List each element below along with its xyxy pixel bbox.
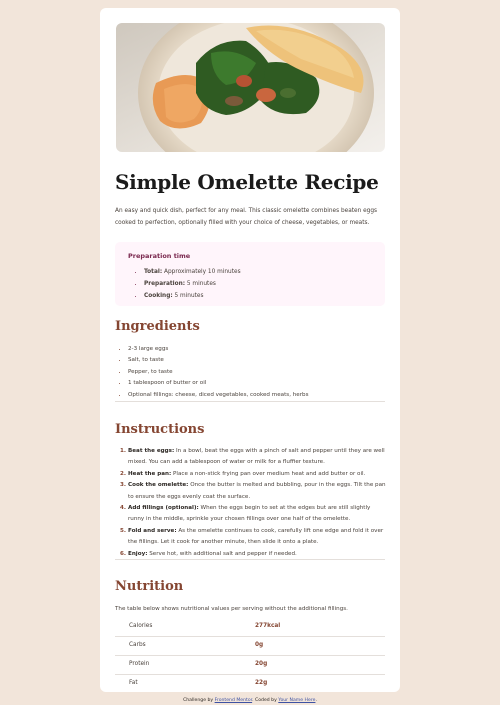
frontend-mentor-link[interactable]: Frontend Mentor xyxy=(214,698,253,703)
preparation-heading: Preparation time xyxy=(128,252,191,260)
ingredients-list xyxy=(115,344,309,401)
page-title: Simple Omelette Recipe xyxy=(115,170,379,194)
recipe-intro: An easy and quick dish, perfect for any meal. This classic omelette combines beaten eggs cooked to perfection, optionally filled with your choice of cheese, vegetables, or meats. xyxy=(115,208,378,226)
prep-value: 5 minutes xyxy=(172,293,204,299)
table-row xyxy=(115,674,385,693)
step-label: Beat the eggs: xyxy=(128,448,175,454)
nutrition-value: 0g xyxy=(255,642,264,648)
step-text: Place a non-stick frying pan over medium heat and add butter or oil. xyxy=(171,470,366,477)
list-item xyxy=(128,446,386,469)
list-item: • Salt, to taste xyxy=(128,355,309,366)
nutrition-label: Fat xyxy=(129,680,138,686)
step-text: As the omelette continues to cook, carefully lift one edge and fold it over the fillings. Let it cook for another minute, then slide it onto a plate. xyxy=(128,527,384,546)
divider xyxy=(115,401,385,402)
list-item: • 1 tablespoon of butter or oil xyxy=(128,378,309,389)
preparation-list xyxy=(128,266,241,302)
step-label: Cook the omelette: xyxy=(128,482,189,489)
recipe-card xyxy=(100,8,400,692)
prep-label: Total: xyxy=(144,269,163,275)
step-label: Enjoy: xyxy=(128,550,148,557)
step-label: Heat the pan: xyxy=(128,470,172,477)
step-text: Once the butter is melted and bubbling, pour in the eggs. Tilt the pan to ensure the eggs evenly coat the surface. xyxy=(128,482,386,500)
list-item: • 2-3 large eggs xyxy=(128,344,309,355)
nutrition-label: Protein xyxy=(129,661,150,667)
attribution-suffix: . xyxy=(315,698,317,703)
list-item: • Optional fillings: cheese, diced vegetables, cooked meats, herbs xyxy=(128,390,309,401)
step-label: Fold and serve: xyxy=(128,527,177,534)
step-text: In a bowl, beat the eggs with a pinch of salt and pepper until they are well mixed. You can add a tablespoon of water or milk for a fluffier texture. xyxy=(128,448,385,466)
step-label: Add fillings (optional): xyxy=(128,505,199,512)
list-item xyxy=(144,266,241,278)
attribution xyxy=(0,698,500,703)
nutrition-heading: Nutrition xyxy=(115,579,184,594)
table-row xyxy=(115,636,385,655)
nutrition-intro: The table below shows nutritional values per serving without the additional fillings. xyxy=(115,606,348,612)
table-row xyxy=(115,618,385,636)
attribution-middle: . Coded by xyxy=(252,698,279,703)
list-item xyxy=(128,526,386,549)
nutrition-label: Carbs xyxy=(129,642,146,648)
list-item xyxy=(144,290,241,302)
prep-label: Preparation: xyxy=(144,281,186,287)
nutrition-value: 22g xyxy=(255,680,268,686)
list-item xyxy=(144,278,241,290)
nutrition-value: 277kcal xyxy=(255,623,281,629)
table-row xyxy=(115,655,385,674)
list-item xyxy=(128,503,386,526)
prep-label: Cooking: xyxy=(144,293,173,299)
omelette-image xyxy=(116,23,385,152)
list-item xyxy=(128,469,386,480)
list-item: • Pepper, to taste xyxy=(128,367,309,378)
preparation-box xyxy=(115,242,385,306)
instructions-list xyxy=(115,446,386,560)
prep-value: 5 minutes xyxy=(185,281,216,287)
divider xyxy=(115,559,385,560)
ingredients-heading: Ingredients xyxy=(115,319,200,334)
prep-value: Approximately 10 minutes xyxy=(162,269,241,275)
nutrition-label: Calories xyxy=(129,623,153,629)
attribution-prefix: Challenge by xyxy=(183,698,215,703)
nutrition-value: 20g xyxy=(255,661,268,667)
nutrition-table xyxy=(115,618,385,693)
step-text: When the eggs begin to set at the edges but are still slightly runny in the middle, sprinkle your chosen fillings over one half of the omelette. xyxy=(128,505,371,523)
instructions-heading: Instructions xyxy=(115,422,205,437)
step-text: Serve hot, with additional salt and pepper if needed. xyxy=(147,550,297,557)
list-item xyxy=(128,480,386,503)
author-link[interactable]: Your Name Here xyxy=(278,698,316,703)
omelette-photo xyxy=(116,23,385,152)
